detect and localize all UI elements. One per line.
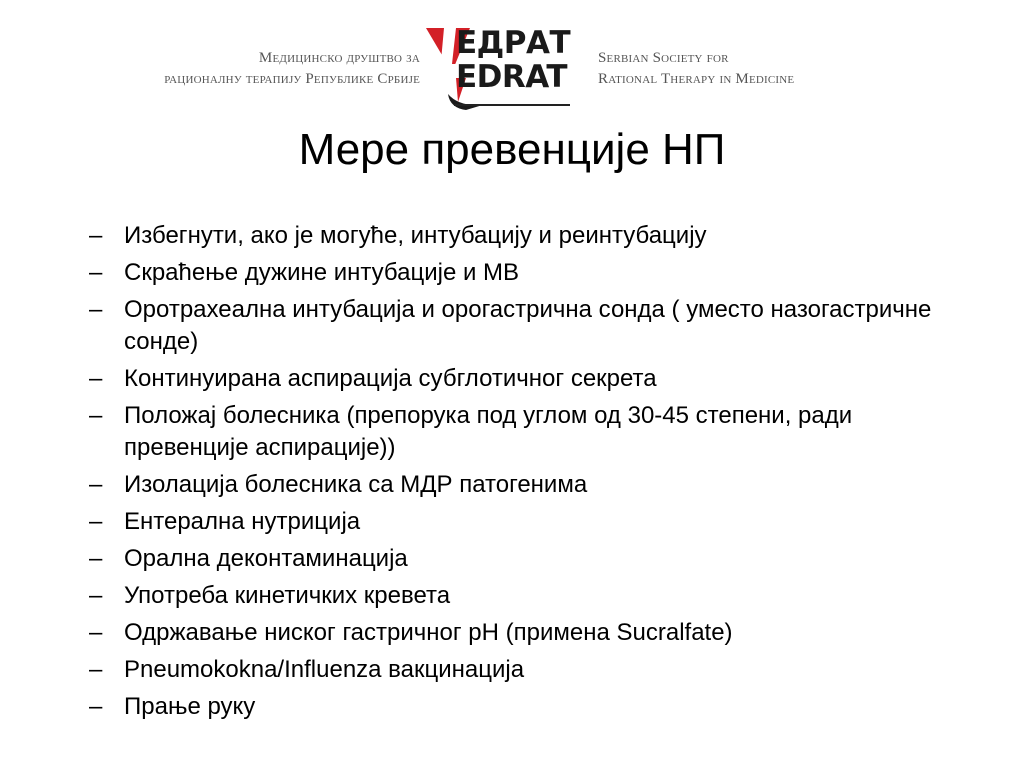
org-name-english-line1: Serbian Society for xyxy=(598,50,729,66)
bullet-item xyxy=(89,543,949,575)
bullet-item xyxy=(89,617,949,649)
org-name-english xyxy=(598,48,794,90)
bullet-item xyxy=(89,654,949,686)
bullet-item xyxy=(89,220,949,252)
bullet-text: Положај болесника (препорука под углом од 30-45 степени, ради превенције аспирације)) xyxy=(124,402,853,461)
bullet-text: Pneumokokna/Influenza вакцинација xyxy=(124,656,525,683)
bullet-item xyxy=(89,506,949,538)
slide-header xyxy=(0,0,1024,115)
bullet-dash: – xyxy=(89,656,103,683)
bullet-dash: – xyxy=(89,402,103,429)
bullet-text: Оротрахеална интубација и орогастрична сонда ( уместо назогастричне сонде) xyxy=(124,296,932,355)
bullet-item xyxy=(89,257,949,289)
org-name-english-line2: Rational Therapy in Medicine xyxy=(598,71,795,87)
bullet-text: Употреба кинетичких кревета xyxy=(124,582,451,609)
bullet-text: Одржавање ниског гастричног pH (примена Sucralfate) xyxy=(124,619,733,646)
bullet-text: Прање руку xyxy=(124,693,256,720)
slide-title: Мере превенције НП xyxy=(298,125,726,174)
org-name-serbian xyxy=(164,48,420,90)
org-name-serbian-line2: рационалну терапију Републике Србије xyxy=(164,71,420,87)
bullet-dash: – xyxy=(89,471,103,498)
bullet-item xyxy=(89,400,949,464)
bullet-dash: – xyxy=(89,582,103,609)
logo-underline xyxy=(454,104,570,106)
bullet-item xyxy=(89,469,949,501)
logo-text-cyrillic: ЕДРАТ xyxy=(456,25,571,61)
bullet-dash: – xyxy=(89,545,103,572)
bullet-item xyxy=(89,294,949,358)
bullet-item xyxy=(89,580,949,612)
org-name-serbian-line1: Медицинско друштво за xyxy=(258,50,420,66)
bullet-text: Изолација болесника са МДР патогенима xyxy=(124,471,588,498)
bullet-dash: – xyxy=(89,259,103,286)
bullet-text: Скраћење дужине интубације и МВ xyxy=(124,259,520,286)
bullet-dash: – xyxy=(89,296,103,323)
bullet-text: Избегнути, ако је могуће, интубацију и реинтубацију xyxy=(124,222,707,249)
bullet-dash: – xyxy=(89,693,103,720)
bullet-text: Континуирана аспирација субглотичног секрета xyxy=(124,365,657,392)
bullet-dash: – xyxy=(89,365,103,392)
bullet-text: Ентерална нутриција xyxy=(124,508,361,535)
bullet-text: Орална деконтаминација xyxy=(124,545,408,572)
bullet-list xyxy=(89,220,949,728)
bullet-dash: – xyxy=(89,508,103,535)
bullet-dash: – xyxy=(89,222,103,249)
bullet-dash: – xyxy=(89,619,103,646)
bullet-item xyxy=(89,363,949,395)
medrat-logo xyxy=(426,24,576,110)
logo-text-latin: EDRAT xyxy=(456,59,568,95)
bullet-item xyxy=(89,691,949,723)
